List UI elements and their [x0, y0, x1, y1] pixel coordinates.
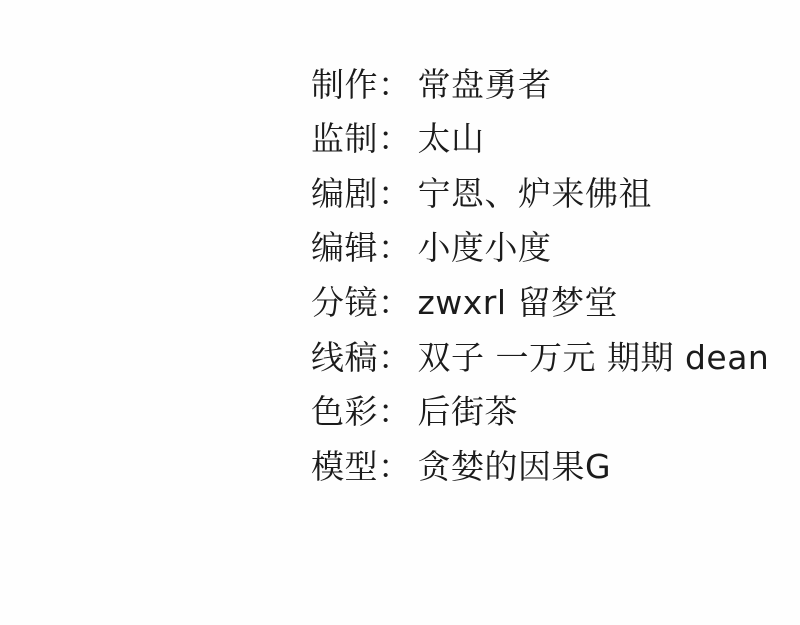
credit-role-label: 线稿 [310, 337, 378, 377]
credit-value: 宁恩、炉来佛祖 [417, 173, 652, 213]
credit-colon: ： [377, 446, 412, 486]
credit-value: 太山 [417, 119, 485, 159]
credit-value: 常盘勇者 [417, 64, 552, 104]
credit-colon: ： [377, 64, 412, 104]
credit-role-label: 编辑 [310, 228, 378, 268]
credit-role-label: 模型 [310, 446, 378, 486]
credit-colon: ： [377, 119, 412, 159]
credit-role-label: 分镜 [310, 282, 378, 322]
credit-value: 后街茶 [417, 392, 518, 432]
credit-value: zwxrl 留梦堂 [417, 282, 619, 322]
credit-value: 双子 一万元 期期 dean [417, 337, 770, 377]
credit-role-label: 色彩 [310, 392, 378, 432]
credit-role-label: 制作 [310, 64, 378, 104]
credit-colon: ： [377, 337, 412, 377]
credit-value: 贪婪的因果G [417, 446, 612, 486]
credit-colon: ： [377, 173, 412, 213]
credit-value: 小度小度 [417, 228, 552, 268]
credit-role-label: 监制 [310, 119, 378, 159]
credit-row [267, 3, 800, 104]
credit-colon: ： [377, 392, 412, 432]
credit-colon: ： [377, 228, 412, 268]
credit-role-label: 编剧 [310, 173, 378, 213]
credit-colon: ： [377, 282, 412, 322]
